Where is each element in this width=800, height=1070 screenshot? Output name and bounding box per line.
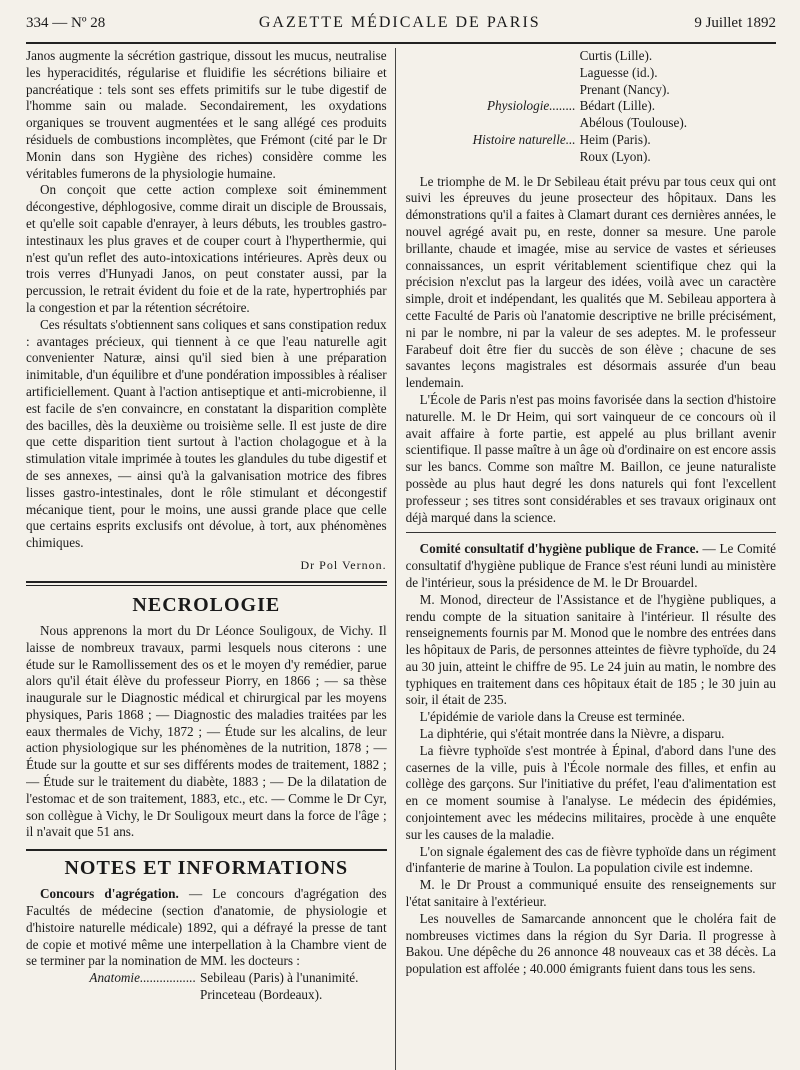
appointee-name: Roux (Lyon). (579, 148, 651, 164)
appointment-row (406, 115, 776, 132)
column-divider (395, 48, 396, 1070)
section-rule (26, 581, 387, 583)
discipline-label: Histoire naturelle... (472, 131, 576, 147)
author-signature: Dr Pol Vernon. (300, 557, 387, 572)
appointee-name: Curtis (Lille). (579, 48, 653, 63)
journal-title: GAZETTE MÉDICALE DE PARIS (258, 14, 541, 31)
appointment-row (26, 987, 387, 1004)
right-column (406, 48, 776, 1070)
left-column (26, 48, 387, 1070)
appointment-row (406, 48, 776, 65)
section-rule-thin (26, 585, 387, 586)
appointment-row (406, 98, 776, 115)
concours-paragraph (26, 886, 387, 970)
appointment-row (406, 82, 776, 99)
article-paragraph: L'on signale également des cas de fièvre typhoïde dans un régiment d'infanterie de marine à Toulon. La population civile est indemne. (405, 843, 776, 876)
comite-paragraph (406, 541, 776, 591)
article-paragraph: Le triomphe de M. le Dr Sebileau était prévu par tous ceux qui ont suivi les épreuves du jeune prosecteur des hôpitaux. Dans les démonstrations qu'il a faites à Clamart durant ces dernières années, le nouvel agrégé avait pu, en reste, donner sa mesure. Une parole brillante, chaude et imagée, mise au service de vastes et sérieuses connaissances, un esprit véritablement scientifique chez qui la précision n'exclut pas la largeur des idées, voilà avec un caractère simple, droit et indépendant, les qualités que M. Sebileau apportera à cette Faculté de Paris où l'anatomie descriptive ne brille précisément, ni par le nombre, ni par la valeur de ses adeptes. M. le professeur Farabeuf doit être fier du succès de son élève ; chacune de ses savantes leçons magistrales est désormais assurée d'un beau lendemain. (405, 173, 776, 391)
columns (26, 48, 776, 1070)
notes-heading: NOTES ET INFORMATIONS (64, 857, 349, 880)
page-number: 334 — Nº 28 (26, 15, 106, 31)
concours-heading: Concours d'agrégation. (40, 886, 179, 902)
issue-date: 9 Juillet 1892 (694, 15, 776, 31)
discipline-label: Physiologie........ (486, 98, 576, 114)
appointee-name: Heim (Paris). (579, 131, 651, 147)
comite-text: — Le Comité consultatif d'hygiène publique de France s'est réuni lundi au ministère de l'intérieur, sous la présidence de M. le Dr Brouardel. (405, 541, 776, 590)
appointee-name: Abélous (Toulouse). (579, 115, 688, 131)
necrologie-text: Nous apprenons la mort du Dr Léonce Souligoux, de Vichy. Il laisse de nombreux travaux, parmi lesquels nous citerons : une étude sur le Ramollissement des os et le moyen d'y remédier, parue alors qu'il était élève du professeur Piorry, en 1866 ; — sa thèse inaugurale sur le Diagnostic médical et chirurgical par les moyens physiques, Paris 1868 ; — Diagnostic des maladies traitées par les eaux thermales de Vichy, 1872 ; — Étude sur les alcalins, de leur action physiologique sur les phénomènes de la nutrition, 1878 ; — Étude sur la goutte et sur ses différents modes de traitement, 1882 ; — Étude sur le traitement du diabète, 1883 ; — De la dilatation de l'estomac et de son traitement, 1883, etc., etc. — Comme le Dr Cyr, son collègue à Vichy, le Dr Souligoux meurt dans la force de l'âge ; il n'avait que 51 ans. (26, 622, 387, 840)
appointment-list (406, 48, 776, 166)
appointee-name: Prenant (Nancy). (579, 81, 670, 97)
appointee-name: Sebileau (Paris) à l'unanimité. (200, 970, 359, 986)
header-rule (26, 42, 776, 44)
page-header (26, 14, 776, 38)
article-paragraph: Janos augmente la sécrétion gastrique, dissout les mucus, neutralise les hyperacidités, régularise et fluidifie les sécrétions biliaire et pancréatique : tels sont ses effets primitifs sur le tube digestif de l'homme sain ou malade. Secondairement, les oxydations organiques se trouvent augmentées et le sang allégé ces produits résiduels de combustions incomplètes, que Frémont (cité par le Dr Monin dans son Hygiène des riches) considère comme les véritables fumerons de la physiologie humaine. (26, 48, 387, 181)
article-paragraph: L'École de Paris n'est pas moins favorisée dans la section d'histoire naturelle. M. le Dr Heim, qui sort vainqueur de ce concours où il avait affaire à forte partie, est appelé au plus brillant avenir scientifique. Il passe maître à un âge où d'ordinaire on est encore assis sur les bancs. Comme son maître M. Baillon, ce jeune naturaliste possède au plus haut degré les dons naturels qui font l'excellent professeur ; ses titres sont considérables et ses travaux originaux ont déjà marqué dans la science. (405, 391, 776, 525)
section-rule (406, 532, 776, 533)
appointment-row (26, 970, 387, 987)
appointee-name: Bédart (Lille). (579, 98, 656, 114)
appointment-row (406, 149, 776, 166)
appointee-name: Laguesse (id.). (579, 64, 658, 80)
article-paragraph: La diphtérie, qui s'était montrée dans la Nièvre, a disparu. (419, 726, 725, 742)
comite-heading: Comité consultatif d'hygiène publique de France. (419, 541, 699, 557)
article-paragraph: Les nouvelles de Samarcande annoncent que le choléra fait de nombreuses victimes dans la région du Syr Daria. Il progresse à Bakou. Une dépêche du 26 annonce 48 nouveaux cas et 38 décès. La population est affolée ; 40.000 émigrants fuient dans tous les sens. (405, 910, 776, 977)
appointee-name: Princeteau (Bordeaux). (200, 987, 323, 1003)
article-paragraph: La fièvre typhoïde s'est montrée à Épinal, d'abord dans l'une des casernes de la ville, puis à l'École normale des filles, et enfin au collège des garçons. Sur l'initiative du préfet, l'eau d'alimentation est en ce moment soumise à l'analyse. Le médecin des épidémies, conjointement avec les médecins militaires, procède à une enquête sur les causes de la maladie. (405, 742, 776, 842)
section-rule (26, 849, 387, 851)
necrologie-heading: NECROLOGIE (132, 593, 281, 616)
article-paragraph: M. Monod, directeur de l'Assistance et de l'hygiène publiques, a rendu compte de la situation sanitaire à l'intérieur. Il résulte des renseignements fournis par M. Monod que le nombre des entrées dans les hôpitaux de Paris, de personnes atteintes de fièvre typhoïde, du 24 au 30 juin, atteint le chiffre de 95. Le 24 juin au matin, le nombre des typhiques en traitement dans ces hôpitaux était de 185 ; le 30 juin au soir, il était de 235. (405, 591, 776, 708)
article-paragraph: L'épidémie de variole dans la Creuse est terminée. (419, 709, 685, 725)
article-paragraph: Ces résultats s'obtiennent sans coliques et sans constipation redux : avantages précieux, qui tiennent à ce que l'eau naturelle agit convenienter Naturæ, ainsi qu'il sied bien à une préparation inimitable, d'un équilibre et d'une pondération impossibles à réaliser artificiellement. Quant à l'action antiseptique et anti-microbienne, il est facile de s'en convaincre, en constatant la disparition complète des bacilles, dès la deuxième ou troisième selle. Il est juste de dire que cette disparition tient surtout à l'action cholagogue et à la stimulation vitale imprimée à toutes les glandules du tube digestif et de ses annexes, — ainsi qu'à la galvanisation motrice des fibres lisses gastro-intestinales, dont le rôle stimulant et décongestif mécanique tient, pour le moins, une aussi grande place que celle que certains esprits exclusifs ont dévolue, à tort, aux phénomènes chimiques. (26, 316, 387, 551)
appointment-row (406, 132, 776, 149)
article-paragraph: On conçoit que cette action complexe soit éminemment décongestive, déphlogosive, comme dirait un disciple de Broussais, et qu'elle soit capable d'enrayer, à leurs débuts, les troubles gastro-intestinaux les plus graves et de couper court à l'hyperthermie, qui n'est qu'un reflet des auto-intoxications intérieures. Après deux ou trois verres d'Hunyadi Janos, on peut constater aussi, par la percussion, le retrait évident du foie et de la rate, hypertrophiés par la congestion et par la rétention sécrétoire. (26, 182, 387, 315)
concours-text: — Le concours d'agrégation des Facultés de médecine (section d'anatomie, de physiologie et d'histoire naturelle médicale) 1892, qui a défrayé la presse de tant de copie et motivé même une interpellation à la Chambre vient de se terminer par la nomination de MM. les docteurs : (26, 886, 387, 969)
discipline-label: Anatomie................. (89, 970, 196, 986)
appointment-row (406, 65, 776, 82)
article-paragraph: M. le Dr Proust a communiqué ensuite des renseignements sur l'état sanitaire à l'extérieur. (405, 877, 776, 910)
